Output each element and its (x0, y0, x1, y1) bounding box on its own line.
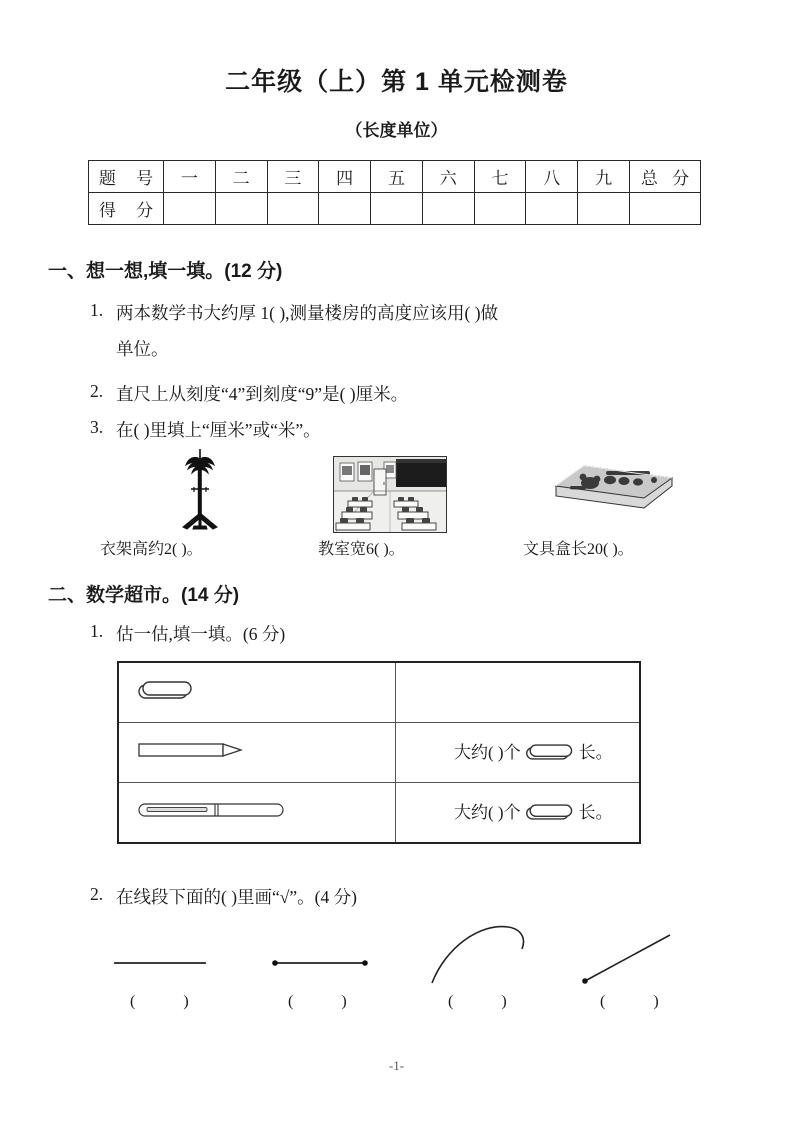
estimation-answer-pen-prefix: 大约( )个 (454, 803, 521, 823)
score-col-total: 总 分 (630, 161, 701, 193)
score-cell-4[interactable] (319, 193, 371, 225)
score-cell-3[interactable] (267, 193, 319, 225)
coat-rack-icon (150, 443, 250, 533)
score-cell-2[interactable] (215, 193, 267, 225)
pencil-case-icon (548, 456, 678, 518)
score-col-8: 八 (526, 161, 578, 193)
score-cell-5[interactable] (371, 193, 423, 225)
score-table-row-label-question: 题 号 (89, 161, 164, 193)
score-cell-9[interactable] (578, 193, 630, 225)
score-table-row-label-score: 得 分 (89, 193, 164, 225)
score-col-4: 四 (319, 161, 371, 193)
score-col-9: 九 (578, 161, 630, 193)
estimation-row-pen (118, 783, 640, 844)
estimation-object-pen-cell (118, 783, 396, 844)
section-one-q2-text: 直尺上从刻度“4”到刻度“9”是( )厘米。 (116, 384, 409, 404)
score-col-5: 五 (371, 161, 423, 193)
score-col-3: 三 (267, 161, 319, 193)
section-two-q2-prompt: 在线段下面的( )里画“√”。(4 分) (116, 887, 357, 907)
figure-answer-box-2[interactable]: ( ) (288, 993, 369, 1010)
section-one-heading: 一、想一想,填一填。(12 分) (48, 261, 283, 282)
score-col-7: 七 (474, 161, 526, 193)
classroom-photo-icon (333, 456, 447, 533)
score-cell-7[interactable] (474, 193, 526, 225)
caption-classroom: 教室宽6( )。 (318, 541, 405, 558)
caption-coat-rack: 衣架高约2( )。 (100, 541, 203, 558)
estimation-object-pencil-cell (118, 723, 396, 783)
section-one-q3-text: 在( )里填上“厘米”或“米”。 (116, 420, 321, 440)
line-figures-group (110, 925, 700, 1020)
figure-curve (432, 927, 523, 983)
estimation-object-eraser-cell (118, 662, 396, 723)
page-number: -1- (388, 1058, 405, 1073)
score-cell-total[interactable] (630, 193, 701, 225)
estimation-answer-pencil-prefix: 大约( )个 (454, 743, 521, 763)
estimation-answer-pencil-suffix: 长。 (578, 743, 613, 763)
section-one-q1-line2: 单位。 (116, 339, 169, 359)
estimation-row-eraser (118, 662, 640, 723)
estimation-answer-pencil-cell[interactable] (396, 723, 641, 783)
estimation-table (117, 661, 641, 844)
figure-answer-box-1[interactable]: ( ) (130, 993, 211, 1010)
eraser-icon (137, 688, 195, 705)
eraser-icon (525, 742, 575, 767)
estimation-answer-eraser-cell[interactable] (396, 662, 641, 723)
score-cell-6[interactable] (422, 193, 474, 225)
score-col-6: 六 (422, 161, 474, 193)
score-col-1: 一 (164, 161, 216, 193)
score-col-2: 二 (215, 161, 267, 193)
section-one-q2-number: 2. (90, 381, 104, 401)
section-two-q2-number: 2. (90, 884, 104, 904)
figure-answer-box-4[interactable]: ( ) (600, 993, 681, 1010)
score-cell-8[interactable] (526, 193, 578, 225)
section-two-q1-number: 1. (90, 621, 104, 641)
caption-pencil-case: 文具盒长20( )。 (523, 541, 634, 558)
page-title: 二年级（上）第 1 单元检测卷 (225, 68, 568, 96)
section-one-q1-line1: 两本数学书大约厚 1( ),测量楼房的高度应该用( )做 (116, 303, 499, 323)
estimation-answer-pen-cell[interactable] (396, 783, 641, 844)
score-table (88, 160, 701, 225)
pen-icon (137, 806, 287, 823)
estimation-row-pencil (118, 723, 640, 783)
section-one-q3-number: 3. (90, 417, 104, 437)
section-two-heading: 二、数学超市。(14 分) (48, 585, 240, 606)
section-one-q1-number: 1. (90, 300, 104, 320)
score-table-value-row (89, 193, 701, 225)
figure-answer-box-3[interactable]: ( ) (448, 993, 529, 1010)
score-table-header-row (89, 161, 701, 193)
estimation-answer-pen-suffix: 长。 (578, 803, 613, 823)
figure-line-segment (272, 960, 368, 966)
figure-ray (582, 935, 670, 984)
section-two-q1-prompt: 估一估,填一填。(6 分) (116, 624, 286, 644)
eraser-icon (525, 802, 575, 827)
score-cell-1[interactable] (164, 193, 216, 225)
pencil-icon (137, 747, 245, 764)
page-subtitle: （长度单位） (345, 121, 448, 140)
